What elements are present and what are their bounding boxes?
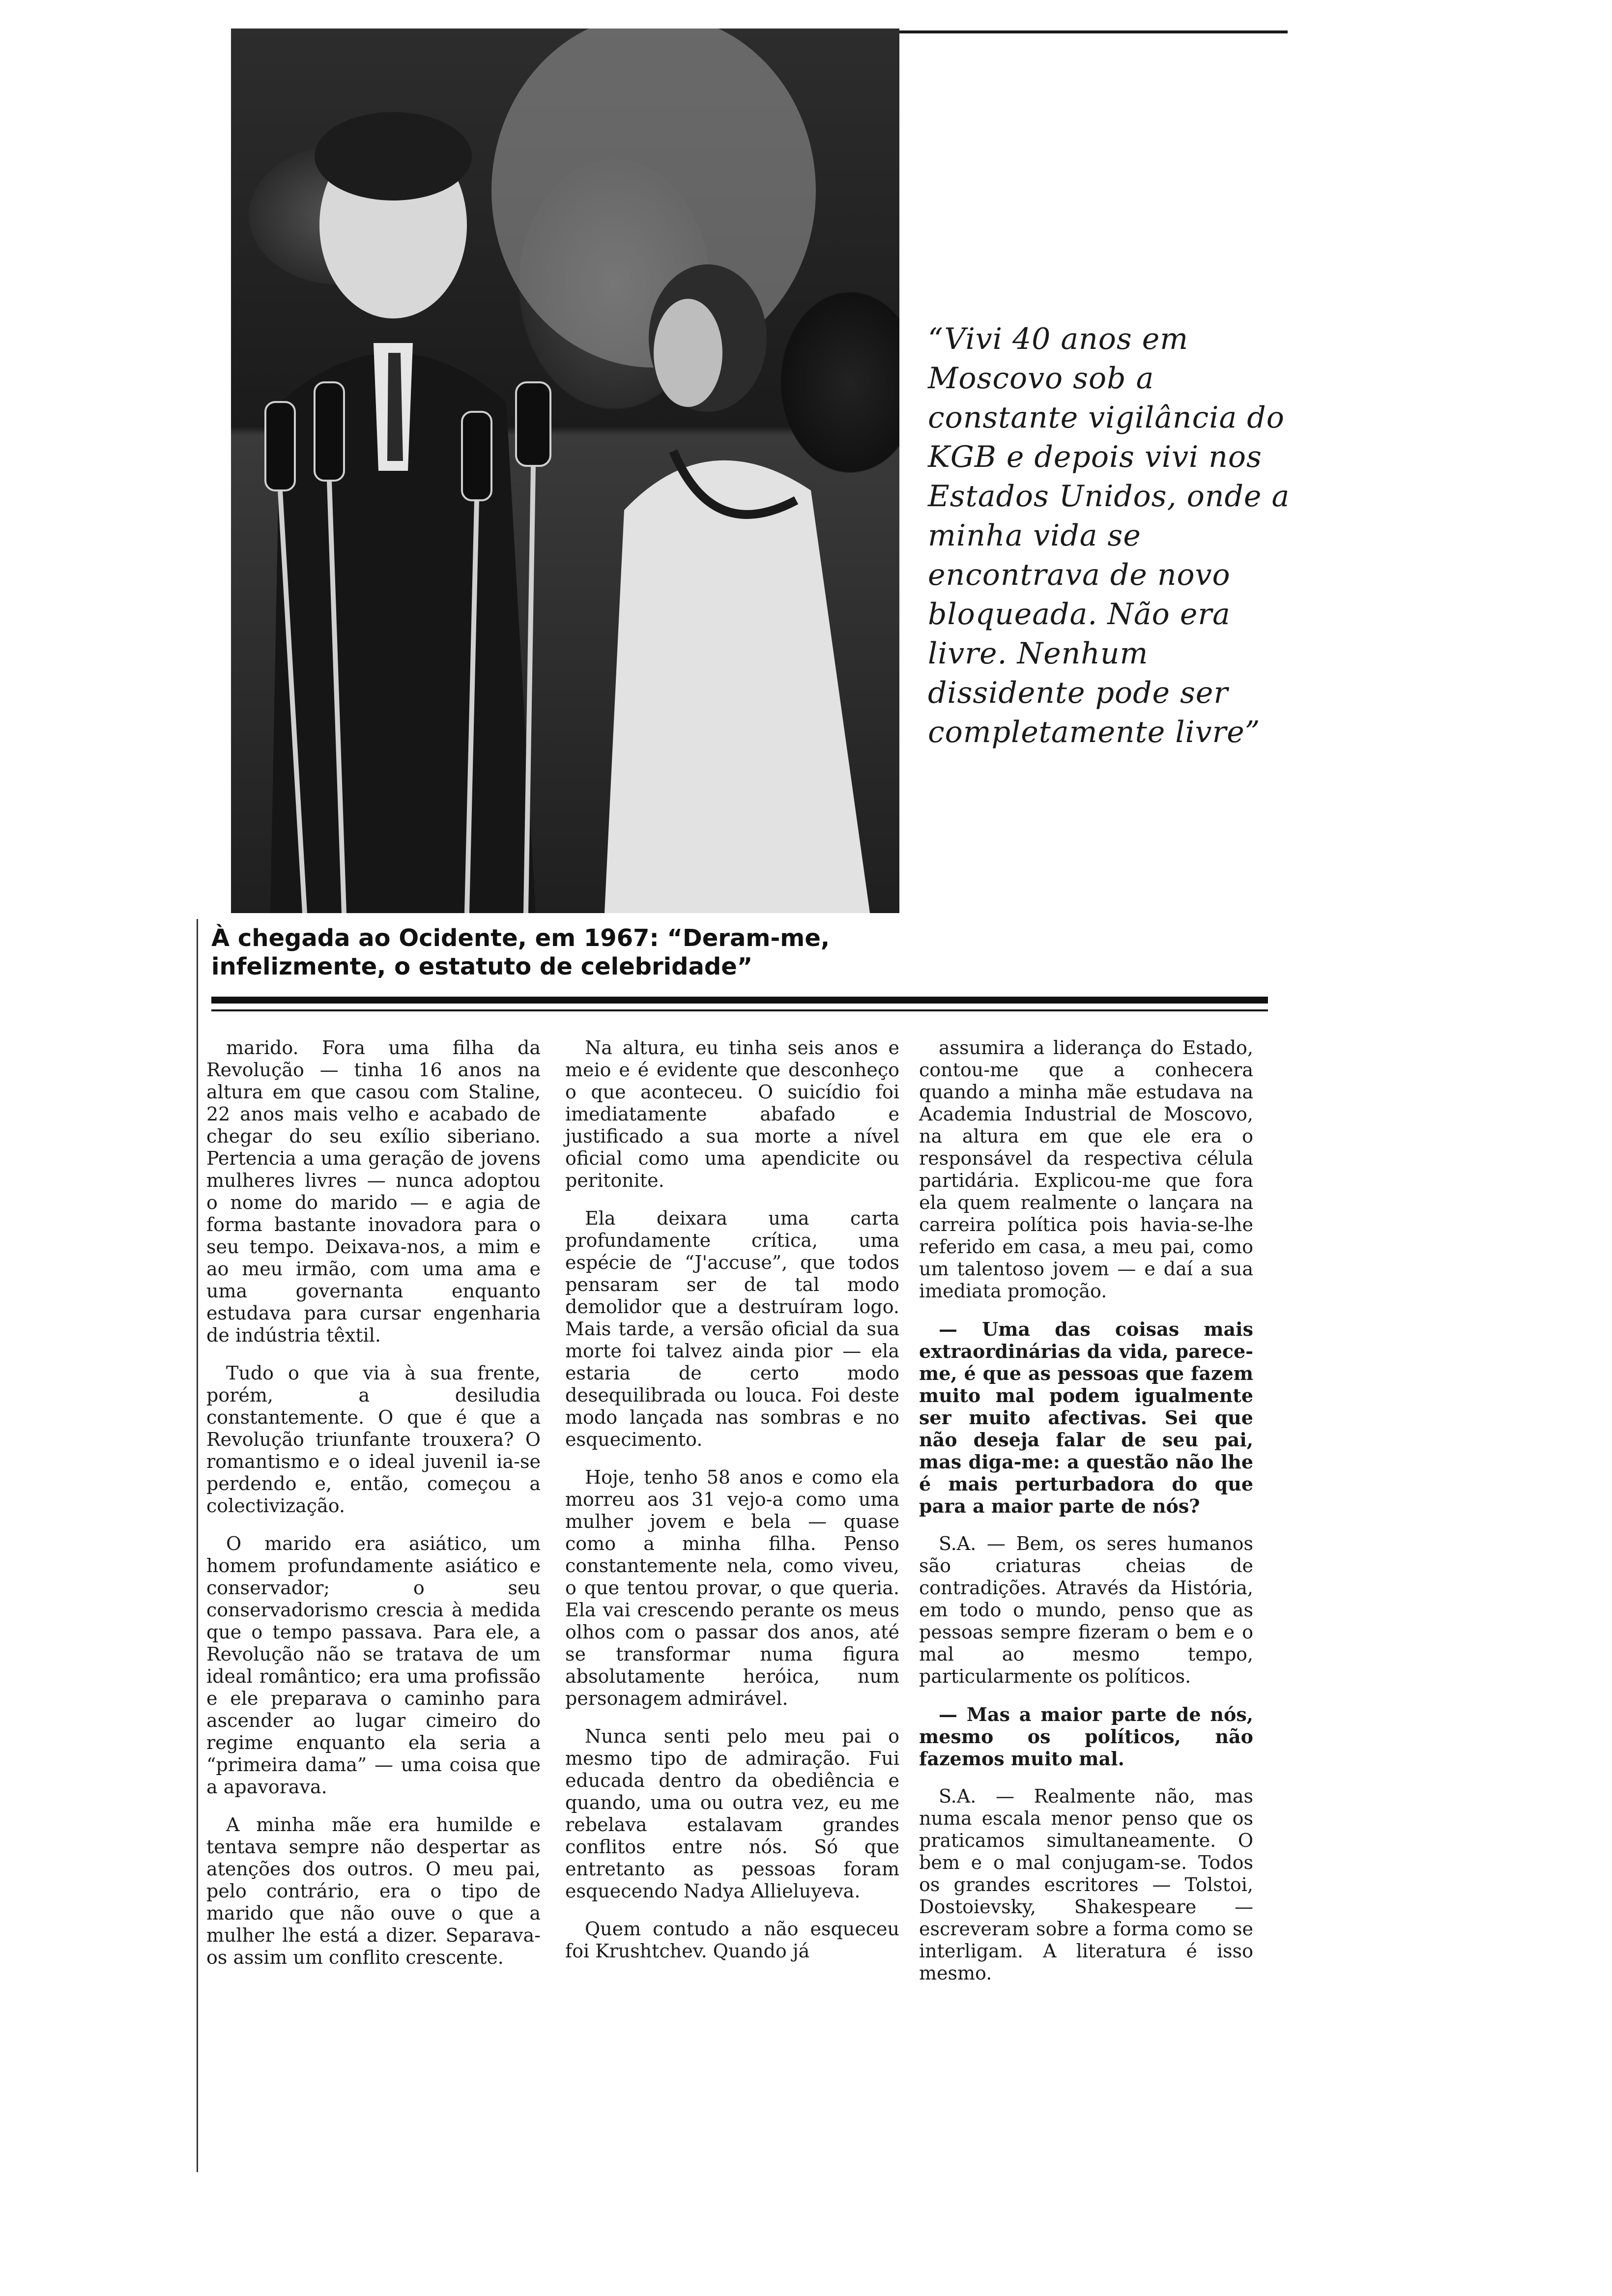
paragraph: assumira a liderança do Estado, contou-me que a conhecera quando a minha mãe estudava na Academia Industrial de Moscovo, na altura em que ele era o responsável da respectiva célula partidária. Explicou-me que fora ela quem realmente o lançara na carreira política pois havia-se-lhe referido em casa, a meu pai, como um talentoso jovem — e daí a sua imediata promoção.: [919, 1037, 1253, 1302]
news-photo: [231, 29, 899, 913]
article-column-1: [206, 1037, 541, 1984]
paragraph: Ela deixara uma carta profundamente crítica, uma espécie de “J'accuse”, que todos pensaram ser de tal modo demolidor que a destruíram logo. Mais tarde, a versão oficial da sua morte foi talvez ainda pior — ela estaria de certo modo desequilibrada ou louca. Foi deste modo lançada nas sombras e no esquecimento.: [565, 1207, 899, 1450]
paragraph: marido. Fora uma filha da Revolução — tinha 16 anos na altura em que casou com Staline, 22 anos mais velho e acabado de chegar do seu exílio siberiano. Pertencia a uma geração de jovens mulheres livres — nunca adoptou o nome do marido — e agia de forma bastante inovadora para o seu tempo. Deixava-nos, a mim e ao meu irmão, com uma ama e uma governanta enquanto estudava para cursar engenharia de indústria têxtil.: [206, 1037, 541, 1346]
paragraph: O marido era asiático, um homem profundamente asiático e conservador; o seu conservadorismo crescia à medida que o tempo passava. Para ele, a Revolução não se tratava de um ideal romântico; era uma profissão e ele preparava o caminho para ascender ao lugar cimeiro do regime enquanto ela seria a “primeira dama” — uma coisa que a apavorava.: [206, 1533, 541, 1798]
paragraph: S.A. — Realmente não, mas numa escala menor penso que os praticamos simultaneamente. O bem e o mal conjugam-se. Todos os grandes escritores — Tolstoi, Dostoievsky, Shakespeare — escreveram sobre a forma como se interligam. A literatura é isso mesmo.: [919, 1785, 1253, 1984]
paragraph: Tudo o que via à sua frente, porém, a desiludia constantemente. O que é que a Revolução triunfante trouxera? O romantismo e o ideal juvenil ia-se perdendo e, então, começou a colectivização.: [206, 1362, 541, 1517]
interview-question: — Uma das coisas mais extraordinárias da vida, parece-me, é que as pessoas que fazem muito mal podem igualmente ser muito afectivas. Sei que não deseja falar de seu pai, mas diga-me: a questão não lhe é mais perturbadora do que para a maior parte de nós?: [919, 1318, 1253, 1517]
interview-question: — Mas a maior parte de nós, mesmo os políticos, não fazemos muito mal.: [919, 1703, 1253, 1770]
article-column-3: [919, 1037, 1253, 2000]
section-rule-thick: [211, 997, 1268, 1004]
section-rule-thin: [211, 1009, 1268, 1011]
paragraph: Na altura, eu tinha seis anos e meio e é evidente que desconheço o que aconteceu. O suicídio foi imediatamente abafado e justificado a sua morte a nível oficial como uma apendicite ou peritonite.: [565, 1037, 899, 1191]
paragraph: Hoje, tenho 58 anos e como ela morreu aos 31 vejo-a como uma mulher jovem e bela — quase como a minha filha. Penso constantemente nela, como viveu, o que tentou provar, o que queria. Ela vai crescendo perante os meus olhos com o passar dos anos, até se transformar numa figura absolutamente heróica, num personagem admirável.: [565, 1466, 899, 1709]
article-column-2: [565, 1037, 899, 1978]
photo-caption: À chegada ao Ocidente, em 1967: “Deram-me, infelizmente, o estatuto de celebridade”: [211, 924, 830, 980]
paragraph: A minha mãe era humilde e tentava sempre não despertar as atenções dos outros. O meu pai, pelo contrário, era o tipo de marido que não ouve o que a mulher lhe está a dizer. Separava-os assim um conflito crescente.: [206, 1814, 541, 1968]
pull-quote: “Vivi 40 anos em Moscovo sob a constante vigilância do KGB e depois vivi nos Estados Unidos, onde a minha vida se encontrava de novo bloqueada. Não era livre. Nenhum dissidente pode ser completamente livre”: [928, 322, 1290, 749]
paragraph: S.A. — Bem, os seres humanos são criaturas cheias de contradições. Através da História, em todo o mundo, penso que as pessoas sempre fizeram o bem e o mal ao mesmo tempo, particularmente os políticos.: [919, 1533, 1253, 1687]
paragraph: Nunca senti pelo meu pai o mesmo tipo de admiração. Fui educada dentro da obediência e quando, uma ou outra vez, eu me rebelava estalavam grandes conflitos entre nós. Só que entretanto as pessoas foram esquecendo Nadya Allieluyeva.: [565, 1725, 899, 1902]
paragraph: Quem contudo a não esqueceu foi Krushtchev. Quando já: [565, 1918, 899, 1962]
photo-illustration: [231, 29, 899, 913]
left-margin-line: [197, 919, 198, 2172]
